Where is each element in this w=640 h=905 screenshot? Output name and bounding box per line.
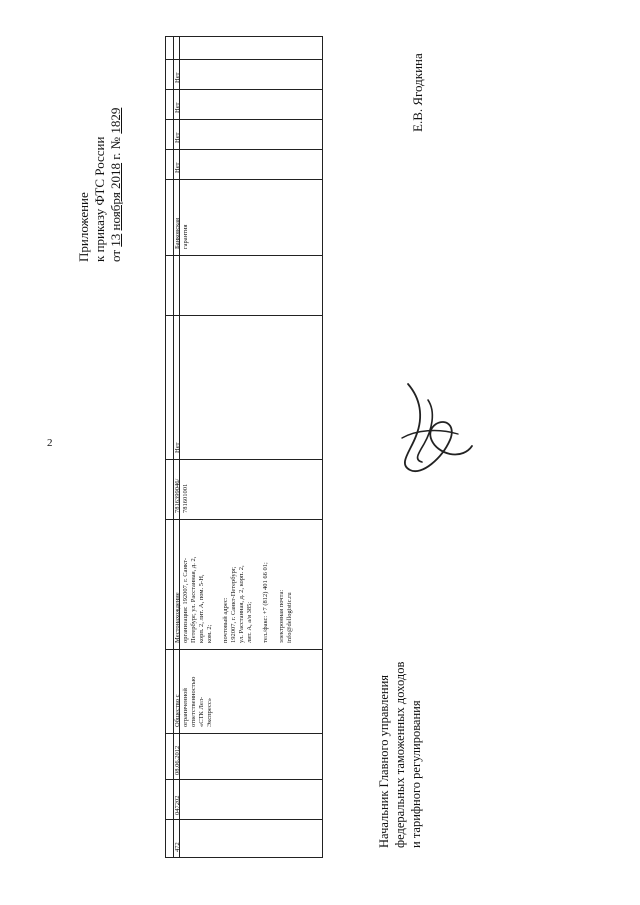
address-line: [254, 557, 262, 643]
table-divider: [166, 649, 322, 650]
table-divider: [166, 779, 322, 780]
signatory-title-line: и тарифного регулирования: [409, 700, 423, 848]
inn-kpp-line: 7816399046/: [174, 478, 181, 513]
address-line: 192007, г. Санкт-Петербург,: [230, 566, 237, 643]
cell-inn-kpp: [174, 479, 190, 513]
appendix-header: [76, 108, 124, 262]
table-divider: [166, 59, 322, 60]
organization-line: ответственностью: [190, 676, 197, 727]
address-line: корп. 2, лит. А, пом. 5-Н,: [198, 574, 205, 643]
appendix-date-prefix: от: [108, 249, 123, 262]
address-line: тел./факс: +7 (812) 401 66 01;: [262, 562, 269, 643]
cell-code: 047202: [174, 795, 181, 815]
inn-kpp-line: 781601001: [182, 483, 189, 513]
appendix-day: 13: [108, 233, 123, 247]
registry-table: [165, 36, 323, 858]
guarantee-line: Банковская: [174, 217, 181, 249]
signatory-title-line: Начальник Главного управления: [377, 674, 391, 848]
page-number: 2: [47, 437, 53, 449]
appendix-title: Приложение: [76, 192, 91, 262]
appendix-month-year: ноября 2018: [108, 162, 123, 231]
cell-row-number: 472: [174, 842, 181, 852]
signatory-name: Е.В. Ягодкина: [410, 53, 425, 132]
cell-organization: [174, 677, 214, 727]
address-line: info@dellogistic.ru: [286, 592, 293, 643]
cell-no-2: Нет: [174, 162, 181, 173]
appendix-date-line: [108, 108, 124, 262]
table-divider: [166, 315, 322, 316]
appendix-number-label: г. №: [108, 136, 123, 160]
address-line: ул. Расстанная, д. 2, корп. 2,: [238, 565, 245, 643]
signatory-title-line: федеральных таможенных доходов: [393, 661, 407, 848]
table-divider: [166, 819, 322, 820]
cell-date: 08.06.2012: [174, 745, 181, 775]
table-divider: [166, 149, 322, 150]
guarantee-line: гарантия: [182, 224, 189, 249]
cell-no-4: Нет: [174, 102, 181, 113]
organization-line: Общество с: [174, 694, 181, 727]
appendix-order-ref: к приказу ФТС России: [92, 136, 107, 262]
table-divider: [166, 119, 322, 120]
table-divider: [166, 89, 322, 90]
cell-guarantee: [174, 218, 190, 249]
address-line: организации: 192007, г. Санкт-: [182, 557, 189, 643]
address-line: почтовый адрес:: [222, 597, 229, 643]
cell-address: [174, 557, 294, 643]
cell-no-1: Нет: [174, 442, 181, 453]
address-line: [214, 557, 222, 643]
organization-line: Экспресс»: [206, 698, 213, 727]
address-line: лит. А, а/я 385;: [246, 601, 253, 643]
address-line: Местонахождение: [174, 592, 181, 643]
handwritten-signature: [388, 378, 478, 478]
table-divider: [166, 255, 322, 256]
table-divider: [166, 733, 322, 734]
address-line: [270, 557, 278, 643]
signatory-title: [376, 662, 424, 848]
cell-no-5: Нет: [174, 72, 181, 83]
address-line: ком. 2;: [206, 624, 213, 643]
organization-line: «СТК Лел-: [198, 696, 205, 727]
cell-no-3: Нет: [174, 132, 181, 143]
organization-line: ограниченной: [182, 688, 189, 727]
table-divider: [166, 179, 322, 180]
appendix-order-number: 1829: [108, 107, 123, 134]
table-divider: [166, 459, 322, 460]
address-line: Петербург, ул. Расстанная, д. 2,: [190, 556, 197, 643]
address-line: электронная почта:: [278, 589, 285, 643]
table-divider: [166, 519, 322, 520]
